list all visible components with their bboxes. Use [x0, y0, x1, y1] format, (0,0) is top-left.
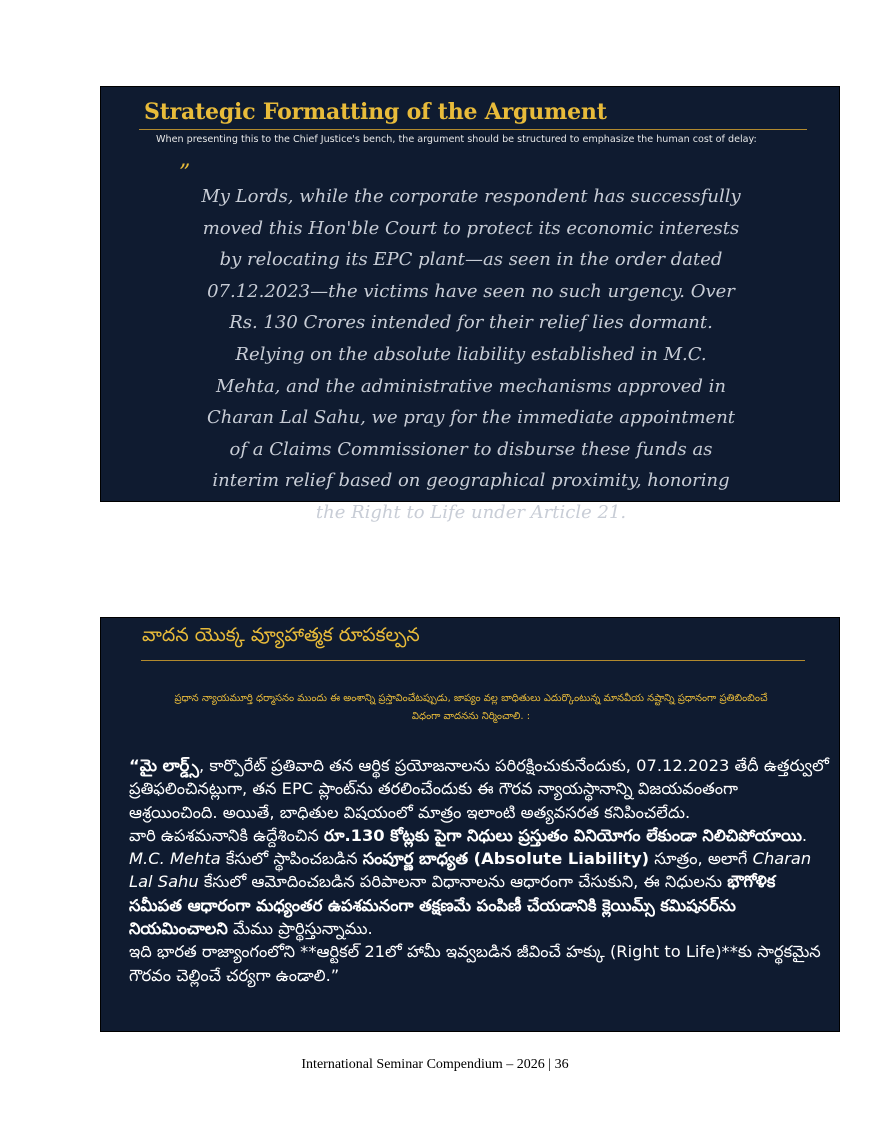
slide-title: Strategic Formatting of the Argument	[144, 99, 607, 125]
salutation: “మై లార్డ్స్	[129, 756, 199, 775]
emphasis-absolute-liability: సంపూర్ణ బాధ్యత (Absolute Liability)	[362, 849, 650, 869]
slide-subtitle: When presenting this to the Chief Justice's bench, the argument should be structured to emphasize the human cost of delay:	[156, 134, 757, 145]
case-name-sahu: Charan Lal Sahu	[129, 849, 812, 892]
emphasis-funds: రూ.130 కోట్లకు పైగా నిధులు ప్రస్తుతం వినియోగం లేకుండా నిలిచిపోయాయి	[323, 825, 802, 845]
text-run: .	[801, 825, 808, 845]
text-run: కేసులో ఆమోదించబడిన పరిపాలనా విధానాలను ఆధారంగా చేసుకుని, ఈ నిధులను	[198, 872, 728, 892]
text-run: కేసులో స్థాపించబడిన	[220, 849, 363, 869]
argument-body	[129, 754, 829, 987]
english-slide	[100, 86, 840, 523]
paragraph-2	[129, 824, 829, 940]
telugu-slide	[100, 617, 840, 1032]
quote-mark-icon: ”	[179, 161, 191, 186]
text-run: సూత్రం, అలాగే	[649, 849, 753, 869]
title-divider	[139, 129, 807, 130]
slide-title: వాదన యొక్క వ్యూహాత్మక రూపకల్పన	[142, 624, 420, 646]
emphasis-prayer: భౌగోళిక సమీపత ఆధారంగా మధ్యంతర ఉపశమనంగా తక్షణమే పంపిణీ చేయడానికి క్లెయిమ్స్ కమిషనర్‌ను నియమించాలని	[129, 872, 776, 939]
slide-subtitle: ప్రధాన న్యాయమూర్తి ధర్మాసనం ముందు ఈ అంశాన్ని ప్రస్తావించేటప్పుడు, జాప్యం వల్ల బాధితులు ఎదుర్కొంటున్న మానవీయ నష్టాన్ని ప్రధానంగా ప్రతిబింబించే విధంగా వాదనను నిర్మించాలి. :	[174, 693, 768, 722]
page-footer: International Seminar Compendium – 2026 | 36	[301, 1057, 569, 1072]
paragraph-1	[129, 754, 829, 824]
title-divider	[141, 660, 805, 661]
case-name-mehta: M.C. Mehta	[129, 849, 221, 869]
paragraph-3: ఇది భారత రాజ్యాంగంలోని **ఆర్టికల్ 21లో హామీ ఇవ్వబడిన జీవించే హక్కు (Right to Life)**కు సార్థకమైన గౌరవం చెల్లించే చర్యగా ఉండాలి.”	[129, 942, 821, 985]
argument-quote: My Lords, while the corporate respondent has successfully moved this Hon'ble Court to protect its economic interests by relocating its EPC plant—as seen in the order dated 07.12.2023—the victims have seen no such urgency. Over Rs. 130 Crores intended for their relief lies dormant. Relying on the absolute liability established in M.C. Mehta, and the administrative mechanisms approved in Charan Lal Sahu, we pray for the immediate appointment of a Claims Commissioner to disburse these funds as interim relief based on geographical proximity, honoring the Right to Life under Article 21.	[201, 186, 741, 523]
text-run: వారి ఉపశమనానికి ఉద్దేశించిన	[129, 825, 324, 845]
text-run: మేము ప్రార్థిస్తున్నాము.	[227, 919, 373, 939]
paragraph-1-text: , కార్పొరేట్ ప్రతివాది తన ఆర్థిక ప్రయోజనాలను పరిరక్షించుకునేందుకు, 07.12.2023 తేదీ ఉత్తర్వులో ప్రతిఫలించినట్లుగా, తన EPC ప్లాంట్‌ను తరలించేందుకు ఈ గౌరవ న్యాయస్థానాన్ని విజయవంతంగా ఆశ్రయించింది. అయితే, బాధితుల విషయంలో మాత్రం ఇలాంటి అత్యవసరత కనిపించలేదు.	[129, 756, 829, 822]
